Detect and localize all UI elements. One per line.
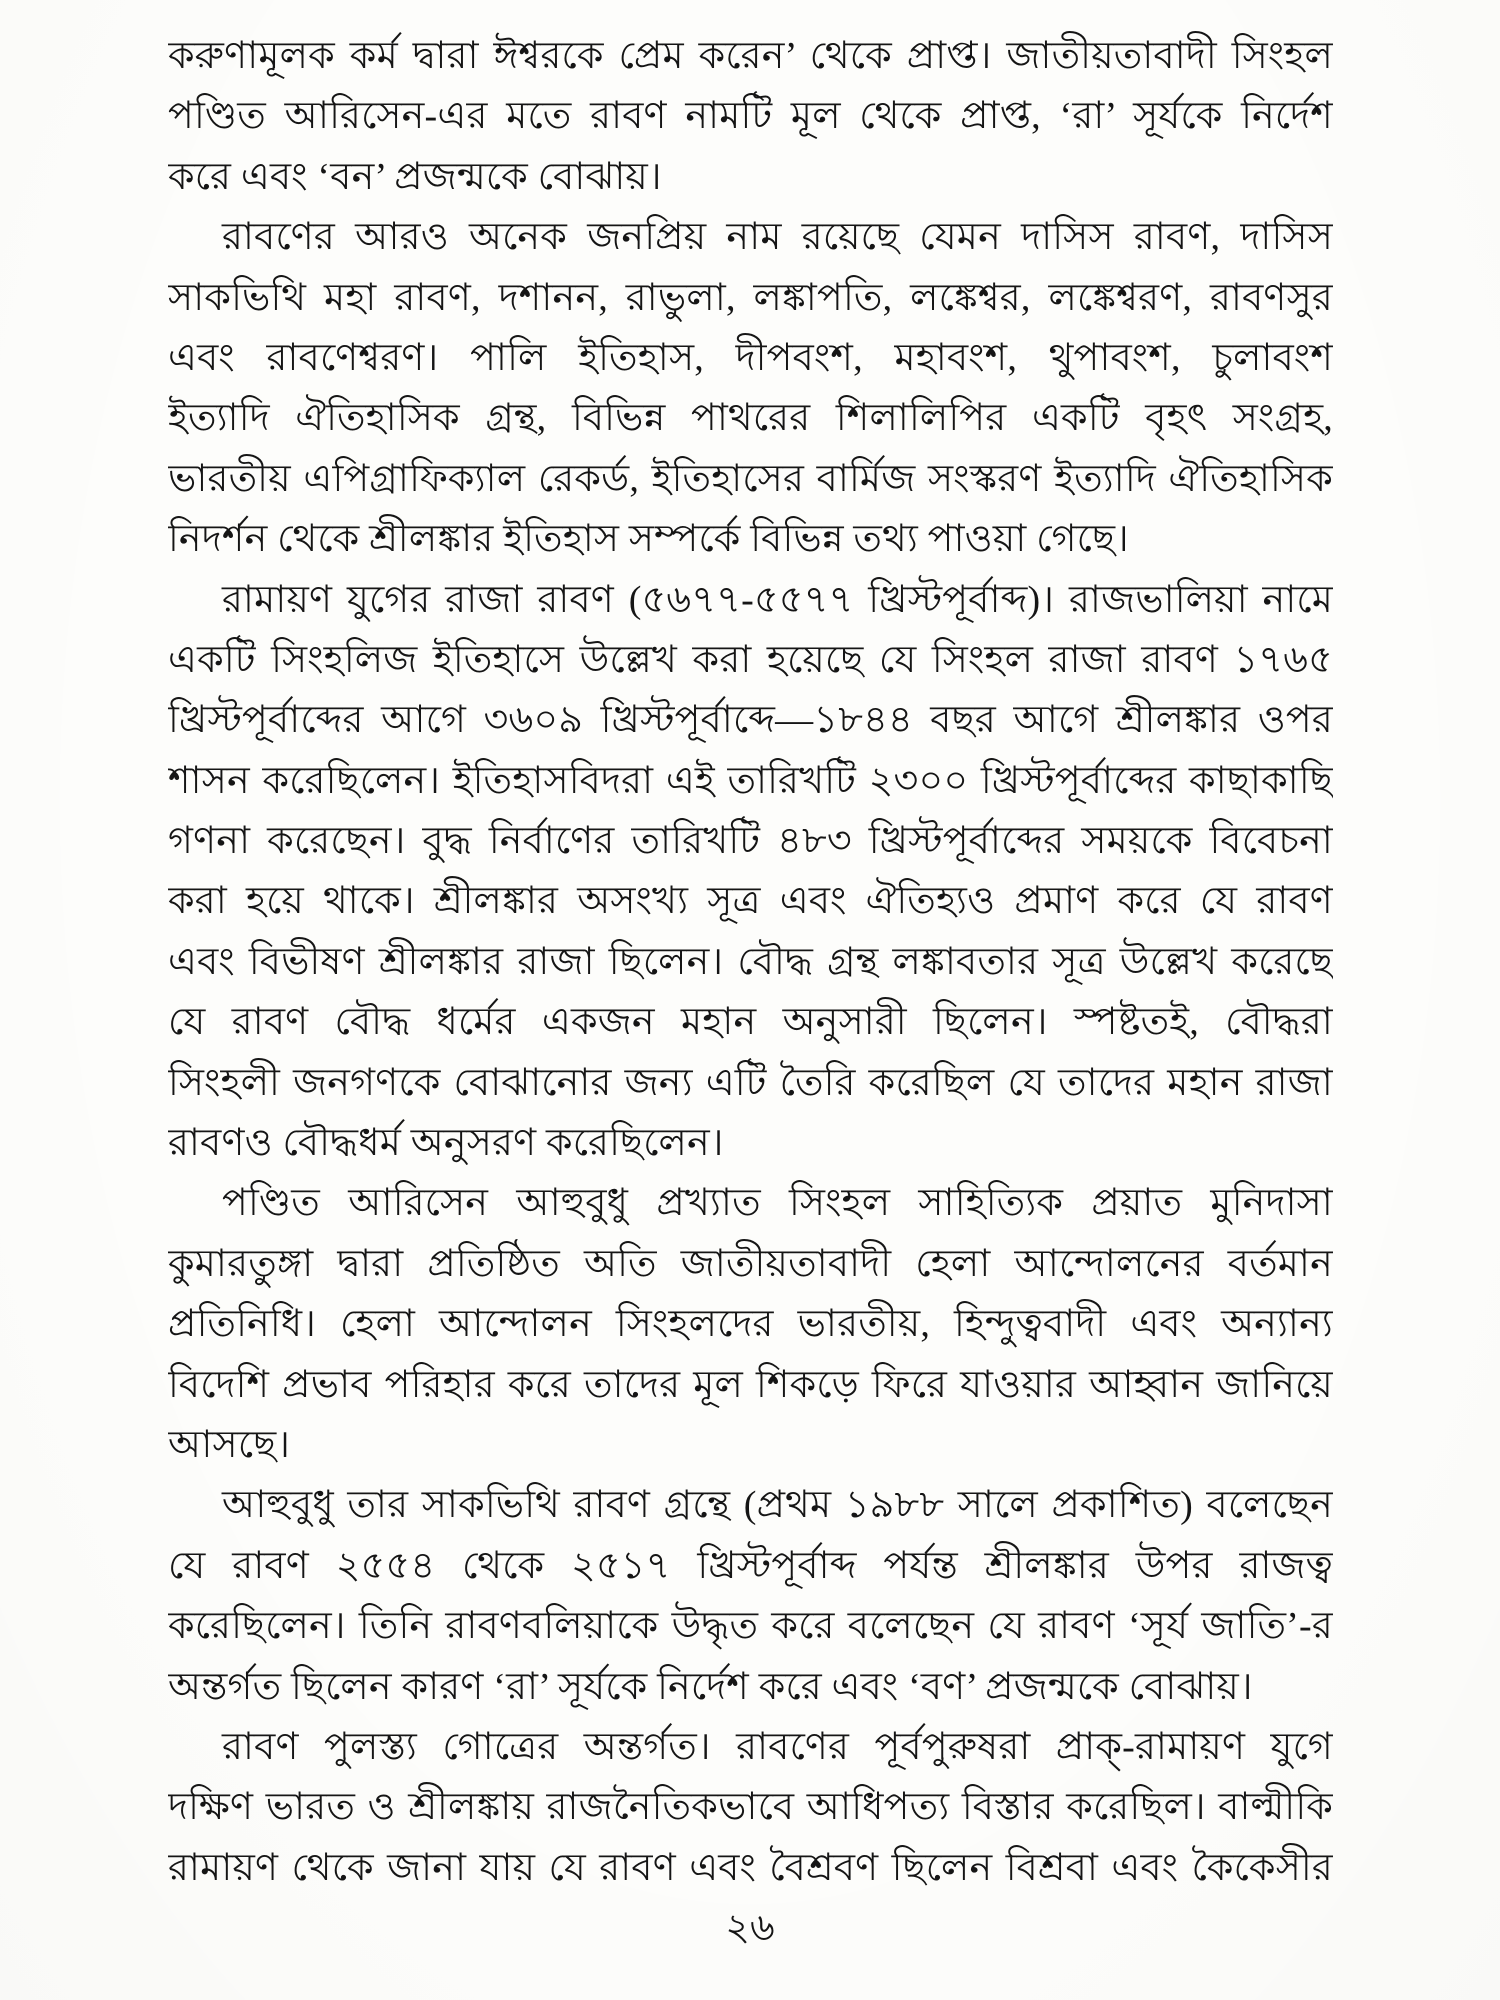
paragraph	[168, 1475, 1333, 1717]
text-line: আসছে।	[168, 1423, 291, 1466]
text-line: পণ্ডিত আরিসেন-এর মতে রাবণ নামটি মূল থেকে প্রাপ্ত, ‘রা’ সূর্যকে নির্দেশ	[168, 95, 1333, 138]
text-line: গণনা করেছেন। বুদ্ধ নির্বাণের তারিখটি ৪৮৩ খ্রিস্টপূর্বাব্দের সময়কে বিবেচনা	[168, 820, 1333, 863]
text-line: বিদেশি প্রভাব পরিহার করে তাদের মূল শিকড়ে ফিরে যাওয়ার আহ্বান জানিয়ে	[168, 1363, 1333, 1406]
paragraph	[168, 26, 1333, 207]
text-line: করুণামূলক কর্ম দ্বারা ঈশ্বরকে প্রেম করেন’ থেকে প্রাপ্ত। জাতীয়তাবাদী সিংহল	[168, 35, 1333, 77]
text-line: রামায়ণ থেকে জানা যায় যে রাবণ এবং বৈশ্রবণ ছিলেন বিশ্রবা এবং কৈকেসীর	[168, 1846, 1333, 1889]
text-line: আহুবুধু তার সাকভিথি রাবণ গ্রন্থে (প্রথম ১৯৮৮ সালে প্রকাশিত) বলেছেন	[222, 1484, 1333, 1527]
text-line: শাসন করেছিলেন। ইতিহাসবিদরা এই তারিখটি ২৩০০ খ্রিস্টপূর্বাব্দের কাছাকাছি	[168, 759, 1333, 802]
paragraph	[168, 207, 1333, 569]
page-number: ২৬	[725, 1907, 775, 1949]
text-line: একটি সিংহলিজ ইতিহাসে উল্লেখ করা হয়েছে যে সিংহল রাজা রাবণ ১৭৬৫	[168, 638, 1333, 681]
paragraph	[168, 1173, 1333, 1475]
text-line: করা হয়ে থাকে। শ্রীলঙ্কার অসংখ্য সূত্র এবং ঐতিহ্যও প্রমাণ করে যে রাবণ	[168, 880, 1333, 923]
paragraph	[168, 570, 1333, 1174]
text-line: দক্ষিণ ভারত ও শ্রীলঙ্কায় রাজনৈতিকভাবে আধিপত্য বিস্তার করেছিল। বাল্মীকি	[168, 1786, 1333, 1829]
text-line: পণ্ডিত আরিসেন আহুবুধু প্রখ্যাত সিংহল সাহিত্যিক প্রয়াত মুনিদাসা	[222, 1182, 1333, 1225]
text-line: রাবণও বৌদ্ধধর্ম অনুসরণ করেছিলেন।	[168, 1122, 724, 1165]
text-line: করেছিলেন। তিনি রাবণবলিয়াকে উদ্ধৃত করে বলেছেন যে রাবণ ‘সূর্য জাতি’-র	[168, 1605, 1333, 1648]
text-line: খ্রিস্টপূর্বাব্দের আগে ৩৬০৯ খ্রিস্টপূর্বাব্দে—১৮৪৪ বছর আগে শ্রীলঙ্কার ওপর	[168, 699, 1333, 742]
text-line: ভারতীয় এপিগ্রাফিক্যাল রেকর্ড, ইতিহাসের বার্মিজ সংস্করণ ইত্যাদি ঐতিহাসিক	[168, 457, 1333, 500]
text-line: প্রতিনিধি। হেলা আন্দোলন সিংহলদের ভারতীয়, হিন্দুত্ববাদী এবং অন্যান্য	[168, 1303, 1333, 1346]
text-line: ইত্যাদি ঐতিহাসিক গ্রন্থ, বিভিন্ন পাথরের শিলালিপির একটি বৃহৎ সংগ্রহ,	[168, 397, 1333, 440]
text-line: রাবণ পুলস্ত্য গোত্রের অন্তর্গত। রাবণের পূর্বপুরুষরা প্রাক্‌-রামায়ণ যুগে	[222, 1725, 1333, 1768]
paragraph	[168, 1717, 1333, 1898]
text-line: অন্তর্গত ছিলেন কারণ ‘রা’ সূর্যকে নির্দেশ করে এবং ‘বণ’ প্রজন্মকে বোঝায়।	[168, 1665, 1253, 1708]
text-line: রাবণের আরও অনেক জনপ্রিয় নাম রয়েছে যেমন দাসিস রাবণ, দাসিস	[222, 216, 1333, 259]
text-line: করে এবং ‘বন’ প্রজন্মকে বোঝায়।	[168, 155, 662, 198]
text-line: যে রাবণ ২৫৫৪ থেকে ২৫১৭ খ্রিস্টপূর্বাব্দ পর্যন্ত শ্রীলঙ্কার উপর রাজত্ব	[168, 1544, 1333, 1587]
text-line: কুমারতুঙ্গা দ্বারা প্রতিষ্ঠিত অতি জাতীয়তাবাদী হেলা আন্দোলনের বর্তমান	[168, 1242, 1333, 1285]
text-line: সাকভিথি মহা রাবণ, দশানন, রাভুলা, লঙ্কাপতি, লঙ্কেশ্বর, লঙ্কেশ্বরণ, রাবণসুর	[168, 276, 1333, 319]
body-text	[168, 26, 1333, 1898]
text-line: নিদর্শন থেকে শ্রীলঙ্কার ইতিহাস সম্পর্কে বিভিন্ন তথ্য পাওয়া গেছে।	[168, 518, 1129, 561]
text-line: রামায়ণ যুগের রাজা রাবণ (৫৬৭৭-৫৫৭৭ খ্রিস্টপূর্বাব্দ)। রাজভালিয়া নামে	[222, 578, 1333, 621]
text-line: এবং রাবণেশ্বরণ। পালি ইতিহাস, দীপবংশ, মহাবংশ, থুপাবংশ, চুলাবংশ	[168, 336, 1333, 379]
text-line: এবং বিভীষণ শ্রীলঙ্কার রাজা ছিলেন। বৌদ্ধ গ্রন্থ লঙ্কাবতার সূত্র উল্লেখ করেছে	[168, 940, 1333, 983]
text-line: সিংহলী জনগণকে বোঝানোর জন্য এটি তৈরি করেছিল যে তাদের মহান রাজা	[168, 1061, 1333, 1104]
text-line: যে রাবণ বৌদ্ধ ধর্মের একজন মহান অনুসারী ছিলেন। স্পষ্টতই, বৌদ্ধরা	[168, 1001, 1333, 1044]
